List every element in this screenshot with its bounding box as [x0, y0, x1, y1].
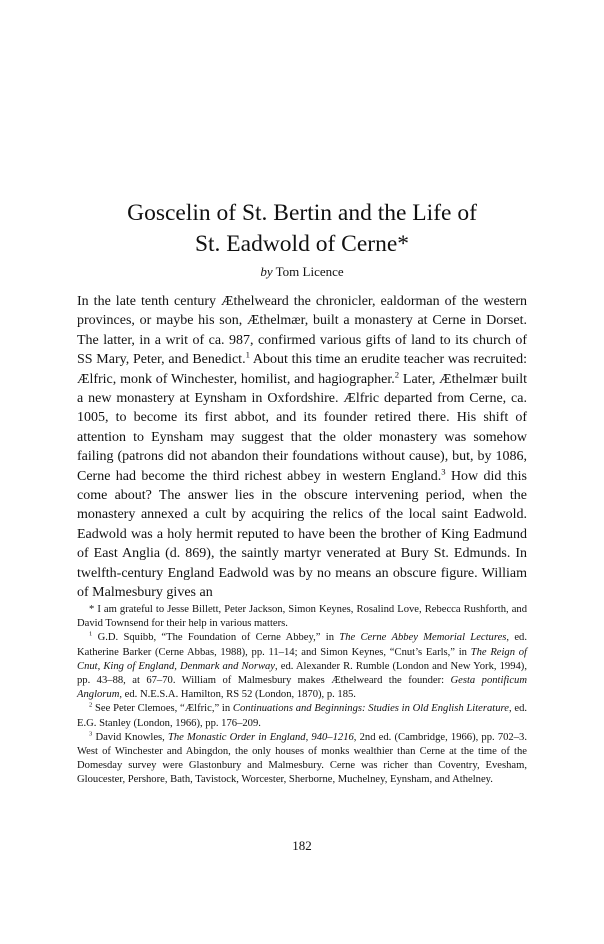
footnote-3-text-a: David Knowles,	[92, 731, 168, 743]
body-text-2: About this time an erudite teacher was recruited: Ælfric, monk of Winchester, homilist, and hagiographer.	[77, 352, 527, 387]
author-name: Tom Licence	[275, 264, 344, 279]
body-text-4: How did this come about? The answer lies in the obscure intervening period, when the monastery annexed a cult by acquiring the relics of the local saint Eadwold. Eadwold was a holy hermit reputed to have been the brother of King Eadmund of East Anglia (d. 869), the saintly martyr venerated at Bury St. Edmunds. In twelfth-century England Eadwold was by no means an obscure figure. William of Malmesbury gives an	[77, 468, 527, 601]
footnote-1-text-a: G.D. Squibb, “The Foundation of Cerne Abbey,” in	[92, 632, 340, 644]
footnote-2-text-b: , ed. E.G. Stanley (London, 1966), pp. 176–209.	[77, 703, 528, 729]
footnotes	[77, 603, 527, 788]
footnote-1-title-c: Gesta pontificum Anglorum	[77, 675, 527, 701]
footnote-1	[77, 631, 527, 702]
footnote-ref-3[interactable]: 3	[441, 466, 446, 476]
footnote-1-title-a: The Cerne Abbey Memorial Lectures	[339, 632, 507, 644]
footnote-ref-1[interactable]: 1	[245, 349, 250, 360]
footnote-2-mark: 2	[89, 701, 93, 709]
body-text-1: In the late tenth century Æthelweard the chronicler, ealdorman of the western provinces, or maybe his son, Æthelmær, built a monastery at Cerne in Dorset. The latter, in a writ of ca. 987, confirmed various gifts of land to its church of SS Mary, Peter, and Benedict.	[77, 294, 527, 368]
footnote-1-title-b: The Reign of Cnut, King of England, Denmark and Norway	[77, 646, 527, 672]
footnote-1-text-c: , ed. Alexander R. Rumble (London and New York, 1994), pp. 43–88, at 67–70. William of Malmesbury makes Æthelweard the founder:	[77, 660, 527, 687]
footnote-acknowledgement: * I am grateful to Jesse Billett, Peter Jackson, Simon Keynes, Rosalind Love, Rebecca Rushforth, and David Townsend for their help in various matters.	[77, 604, 527, 630]
author-byline	[60, 264, 544, 280]
footnote-3	[77, 731, 527, 788]
byline-prefix: by	[260, 264, 273, 279]
footnote-1-text-d: , ed. N.E.S.A. Hamilton, RS 52 (London, 1870), p. 185.	[119, 689, 356, 701]
footnote-1-text-b: , ed. Katherine Barker (Cerne Abbas, 1988), pp. 11–14; and Simon Keynes, “Cnut’s Earls,” in	[77, 632, 527, 658]
footnote-3-text-b: , 2nd ed. (Cambridge, 1966), pp. 702–3. West of Winchester and Abingdon, the only houses of monks wealthier than Cerne at the time of the Domesday survey were Glastonbury and Malmesbury. Cerne was richer than Coventry, Evesham, Gloucester, Pershore, Bath, Tavistock, Worcester, Sherborne, Muchelney, Eynsham, and Athelney.	[77, 731, 527, 786]
chapter-title	[60, 198, 544, 260]
chapter-title-line-2: St. Eadwold of Cerne*	[194, 231, 410, 257]
page-number: 182	[292, 838, 312, 853]
body-text-3: Later, Æthelmær built a new monastery at Eynsham in Oxfordshire. Ælfric departed from Cerne, ca. 1005, to become its first abbot, and its founder retired there. His shift of attention to Eynsham may suggest that the older monastery was somehow failing (patrons did not abandon their foundations without cause), but, by 1086, Cerne had become the third richest abbey in western England.	[77, 371, 527, 484]
footnote-2-title-a: Continuations and Beginnings: Studies in Old English Literature	[232, 703, 509, 715]
footnote-3-title-a: The Monastic Order in England, 940–1216	[167, 731, 354, 743]
footnote-2-text-a: See Peter Clemoes, “Ælfric,” in	[92, 703, 233, 715]
chapter-title-line-1: Goscelin of St. Bertin and the Life of	[127, 200, 477, 226]
footnote-2	[77, 702, 527, 730]
footnote-3-mark: 3	[89, 730, 93, 738]
footnote-ref-2[interactable]: 2	[394, 368, 400, 379]
body-paragraph	[77, 292, 527, 603]
footnote-1-mark: 1	[89, 630, 93, 638]
